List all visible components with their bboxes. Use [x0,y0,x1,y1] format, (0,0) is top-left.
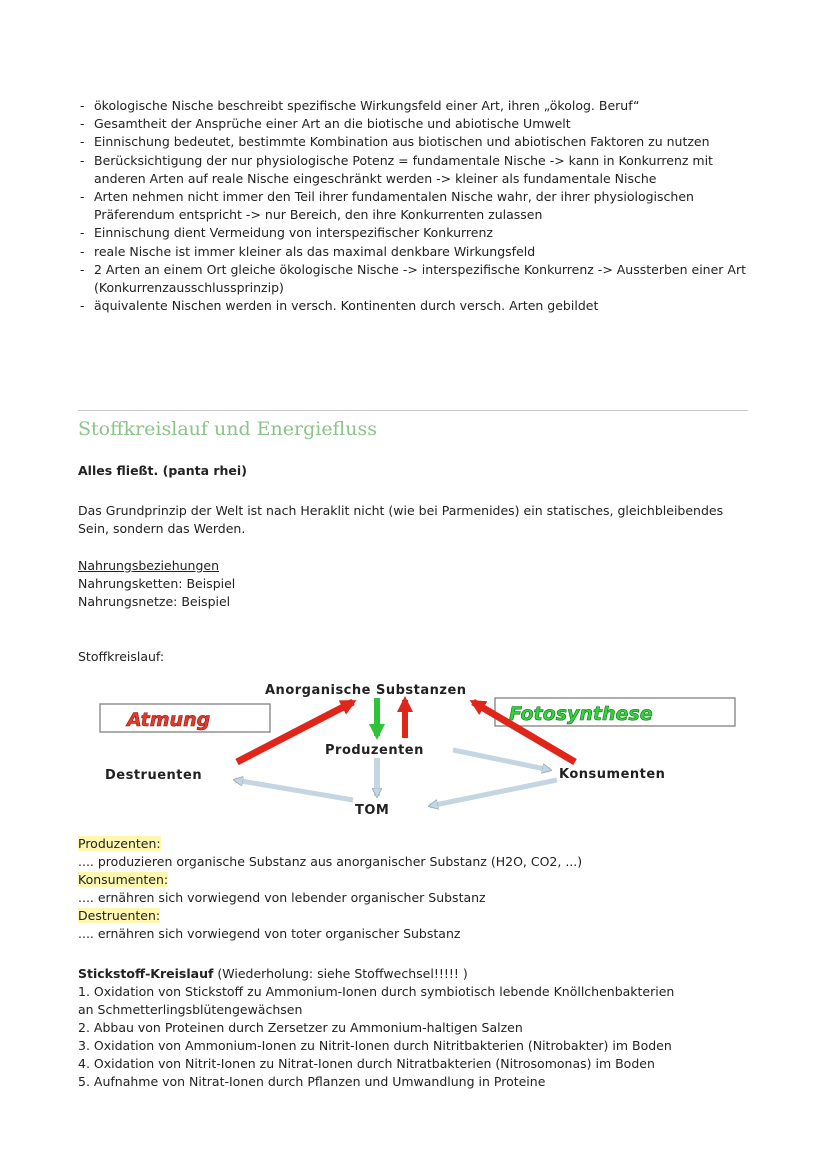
atmung-label: Atmung [127,709,211,731]
nitrogen-step: 3. Oxidation von Ammonium-Ionen zu Nitrit-Ionen durch Nitritbakterien (Nitrobakter) im Boden [78,1038,672,1053]
list-item: - Gesamtheit der Ansprüche einer Art an die biotische und abiotische Umwelt [78,115,758,133]
section-divider [78,410,748,411]
food-webs: Nahrungsnetze: Beispiel [78,594,231,609]
tom-label: TOM [355,803,390,818]
consumers-label: Konsumenten [559,767,666,782]
cycle-label: Stoffkreislauf: [78,649,165,664]
destruents-label: Destruenten [105,768,203,783]
intro-line-1: Das Grundprinzip der Welt ist nach Heraklit nicht (wie bei Parmenides) ein statisches, gleichbleibendes [78,503,724,518]
list-item: - reale Nische ist immer kleiner als das maximal denkbare Wirkungsfeld [78,243,758,261]
blue-arrow-consumers-to-tom [430,780,557,806]
niche-bullet-list [78,97,758,315]
nitrogen-heading: Stickstoff-Kreislauf (Wiederholung: siehe Stoffwechsel!!!!! ) [78,966,468,981]
list-item: - Einnischung dient Vermeidung von interspezifischer Konkurrenz [78,224,758,242]
nitrogen-step: 5. Aufnahme von Nitrat-Ionen durch Pflanzen und Umwandlung in Proteine [78,1074,546,1089]
nitrogen-step: 2. Abbau von Proteinen durch Zersetzer zu Ammonium-haltigen Salzen [78,1020,523,1035]
intro-line-2: Sein, sondern das Werden. [78,521,246,536]
food-heading: Nahrungsbeziehungen [78,558,220,573]
food-chains: Nahrungsketten: Beispiel [78,576,236,591]
list-item: - ökologische Nische beschreibt spezifische Wirkungsfeld einer Art, ihren „ökolog. Beruf“ [78,97,758,115]
blue-arrow-tom-to-destruents [235,780,353,800]
role-producers-term: Produzenten: [78,836,161,851]
list-item: - Arten nehmen nicht immer den Teil ihrer fundamentalen Nische wahr, der ihrer physiologischen Präferendum entspricht -> nur Bereich, den ihre Konkurrenten zulassen [78,188,758,224]
list-item: - äquivalente Nischen werden in versch. Kontinenten durch versch. Arten gebildet [78,297,758,315]
list-item: - Einnischung bedeutet, bestimmte Kombination aus biotischen und abiotischen Faktoren zu nutzen [78,133,758,151]
nitrogen-step: 4. Oxidation von Nitrit-Ionen zu Nitrat-Ionen durch Nitratbakterien (Nitrosomonas) im Boden [78,1056,655,1071]
blue-arrow-producers-to-consumers [453,750,550,770]
section-title: Stoffkreislauf und Energiefluss [78,418,377,440]
role-destruents-desc: .... ernähren sich vorwiegend von toter organischer Substanz [78,926,461,941]
nitrogen-step: an Schmetterlingsblütengewächsen [78,1002,303,1017]
producers-label: Produzenten [325,743,424,758]
nitrogen-step: 1. Oxidation von Stickstoff zu Ammonium-Ionen durch symbiotisch lebende Knöllchenbakterien [78,984,675,999]
role-producers-desc: .... produzieren organische Substanz aus anorganischer Substanz (H2O, CO2, ...) [78,854,583,869]
motto: Alles fließt. (panta rhei) [78,463,247,478]
material-cycle-diagram [95,678,745,823]
role-consumers-desc: .... ernähren sich vorwiegend von lebender organischer Substanz [78,890,486,905]
fotosynthese-label: Fotosynthese [509,703,653,725]
list-item: - 2 Arten an einem Ort gleiche ökologische Nische -> interspezifische Konkurrenz -> Aussterben einer Art (Konkurrenzausschlussprinzip) [78,261,758,297]
list-item: - Berücksichtigung der nur physiologische Potenz = fundamentale Nische -> kann in Konkurrenz mit anderen Arten auf reale Nische eingeschränkt werden -> kleiner als fundamentale Nische [78,152,758,188]
role-destruents-term: Destruenten: [78,908,161,923]
role-consumers-term: Konsumenten: [78,872,169,887]
inorganic-label: Anorganische Substanzen [265,683,467,698]
